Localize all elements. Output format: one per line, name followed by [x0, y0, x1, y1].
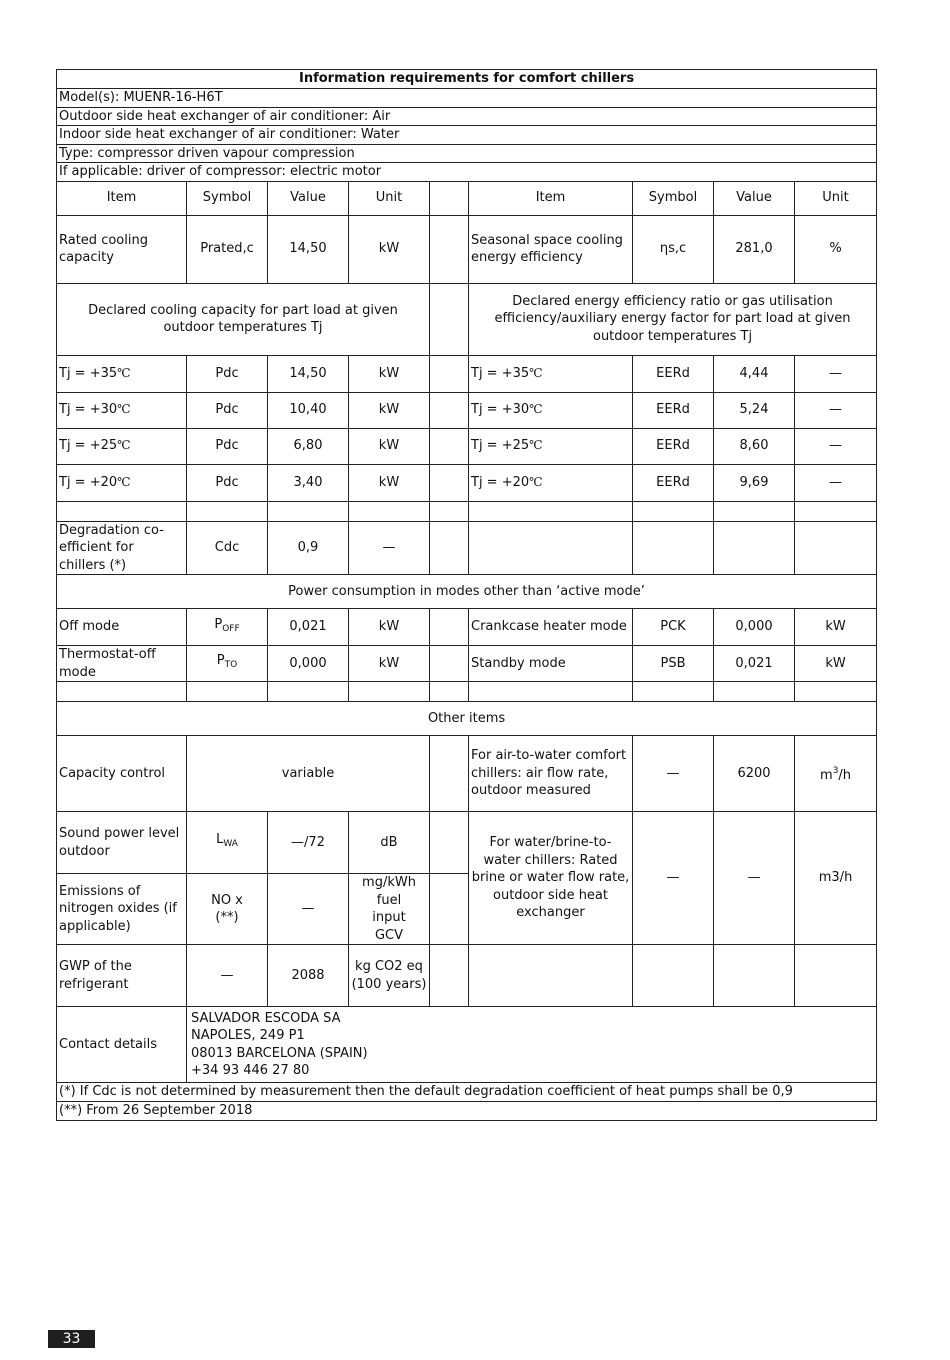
tj-label: Tj = +30℃ — [469, 392, 633, 428]
seasonal-efficiency-value: 281,0 — [714, 215, 795, 283]
seasonal-efficiency-unit: % — [795, 215, 877, 283]
footnote-date: (**) From 26 September 2018 — [57, 1102, 877, 1121]
partload-row — [57, 428, 877, 464]
gwp-item: GWP of the refrigerant — [57, 945, 187, 1007]
tj-label: Tj = +35℃ — [57, 355, 187, 392]
tj-label: Tj = +20℃ — [57, 464, 187, 501]
model-row: Model(s): MUENR-16-H6T — [57, 89, 877, 108]
header-symbol: Symbol — [633, 181, 714, 215]
pdc-value: 3,40 — [268, 464, 349, 501]
emissions-item: Emissions of nitrogen oxides (if applicable) — [57, 874, 187, 945]
thermostat-item: Thermostat-off mode — [57, 646, 187, 682]
water-flow-item: For water/brine-to- water chillers: Rated brine or water flow rate, outdoor side heat exchanger — [469, 812, 633, 945]
air-flow-item: For air-to-water comfort chillers: air flow rate, outdoor measured — [469, 736, 633, 812]
footnote-cdc: (*) If Cdc is not determined by measurement then the default degradation coefficient of heat pumps shall be 0,9 — [57, 1083, 877, 1102]
indoor-hx-row: Indoor side heat exchanger of air conditioner: Water — [57, 126, 877, 145]
eerd-unit: — — [795, 355, 877, 392]
spacer-cell — [430, 646, 469, 682]
capacity-control-row — [57, 736, 877, 812]
spacer-cell — [430, 283, 469, 355]
thermostat-unit: kW — [349, 646, 430, 682]
standby-unit: kW — [795, 646, 877, 682]
spacer-cell — [430, 428, 469, 464]
outdoor-hx-row: Outdoor side heat exchanger of air conditioner: Air — [57, 107, 877, 126]
off-mode-unit: kW — [349, 609, 430, 646]
pdc-unit: kW — [349, 428, 430, 464]
off-mode-symbol: $P_{OFF}$ — [187, 609, 268, 646]
spacer-cell — [430, 355, 469, 392]
thermostat-value: 0,000 — [268, 646, 349, 682]
pdc-value: 6,80 — [268, 428, 349, 464]
eerd-value: 4,44 — [714, 355, 795, 392]
other-items-title: Other items — [57, 702, 877, 736]
sound-unit: dB — [349, 812, 430, 874]
degradation-value: 0,9 — [268, 521, 349, 575]
contact-details — [187, 1007, 877, 1083]
eerd-value: 8,60 — [714, 428, 795, 464]
seasonal-efficiency-symbol: ηs,c — [633, 215, 714, 283]
crankcase-unit: kW — [795, 609, 877, 646]
thermostat-row — [57, 646, 877, 682]
pdc-unit: kW — [349, 392, 430, 428]
eerd-symbol: EERd — [633, 355, 714, 392]
contact-line: NAPOLES, 249 P1 — [191, 1028, 305, 1043]
pdc-value: 14,50 — [268, 355, 349, 392]
gwp-row — [57, 945, 877, 1007]
column-header-row — [57, 181, 877, 215]
emissions-symbol: NO x (**) — [187, 874, 268, 945]
tj-label: Tj = +25℃ — [469, 428, 633, 464]
degradation-symbol: Cdc — [187, 521, 268, 575]
eerd-value: 5,24 — [714, 392, 795, 428]
driver-row: If applicable: driver of compressor: electric motor — [57, 163, 877, 182]
air-flow-symbol: — — [633, 736, 714, 812]
header-item: Item — [469, 181, 633, 215]
partload-eer-title: Declared energy efficiency ratio or gas utilisation efficiency/auxiliary energy factor for part load at given outdoor temperatures Tj — [469, 283, 877, 355]
air-flow-unit: $m^3/h$ — [795, 736, 877, 812]
rated-cooling-value: 14,50 — [268, 215, 349, 283]
header-value: Value — [268, 181, 349, 215]
off-mode-value: 0,021 — [268, 609, 349, 646]
tj-label: Tj = +35℃ — [469, 355, 633, 392]
pdc-symbol: Pdc — [187, 428, 268, 464]
off-mode-row — [57, 609, 877, 646]
seasonal-efficiency-item: Seasonal space cooling energy efficiency — [469, 215, 633, 283]
spacer-cell — [430, 181, 469, 215]
empty-row — [57, 501, 877, 521]
header-unit: Unit — [349, 181, 430, 215]
spacer-cell — [430, 812, 469, 874]
partload-row — [57, 392, 877, 428]
spacer-cell — [430, 392, 469, 428]
emissions-value: — — [268, 874, 349, 945]
pdc-symbol: Pdc — [187, 392, 268, 428]
eerd-unit: — — [795, 428, 877, 464]
rated-row — [57, 215, 877, 283]
emissions-unit: mg/kWh fuel input GCV — [349, 874, 430, 945]
degradation-item: Degradation co-efficient for chillers (*) — [57, 521, 187, 575]
partload-title-row — [57, 283, 877, 355]
header-item: Item — [57, 181, 187, 215]
spacer-cell — [430, 874, 469, 945]
rated-cooling-symbol: Prated,c — [187, 215, 268, 283]
standby-value: 0,021 — [714, 646, 795, 682]
sound-row — [57, 812, 877, 874]
capacity-control-item: Capacity control — [57, 736, 187, 812]
gwp-symbol: — — [187, 945, 268, 1007]
tj-label: Tj = +25℃ — [57, 428, 187, 464]
standby-symbol: PSB — [633, 646, 714, 682]
water-flow-unit: m3/h — [795, 812, 877, 945]
pdc-value: 10,40 — [268, 392, 349, 428]
tj-label: Tj = +30℃ — [57, 392, 187, 428]
eerd-unit: — — [795, 392, 877, 428]
capacity-control-value: variable — [187, 736, 430, 812]
page-number: 33 — [48, 1330, 95, 1348]
eerd-symbol: EERd — [633, 392, 714, 428]
crankcase-symbol: PCK — [633, 609, 714, 646]
off-mode-item: Off mode — [57, 609, 187, 646]
gwp-unit: kg CO2 eq (100 years) — [349, 945, 430, 1007]
contact-line: +34 93 446 27 80 — [191, 1063, 310, 1078]
rated-cooling-unit: kW — [349, 215, 430, 283]
eerd-unit: — — [795, 464, 877, 501]
degradation-unit: — — [349, 521, 430, 575]
header-symbol: Symbol — [187, 181, 268, 215]
header-unit: Unit — [795, 181, 877, 215]
sound-value: —/72 — [268, 812, 349, 874]
contact-label: Contact details — [57, 1007, 187, 1083]
air-flow-value: 6200 — [714, 736, 795, 812]
header-value: Value — [714, 181, 795, 215]
sound-item: Sound power level outdoor — [57, 812, 187, 874]
water-flow-symbol: — — [633, 812, 714, 945]
tj-label: Tj = +20℃ — [469, 464, 633, 501]
partload-row — [57, 464, 877, 501]
empty-row — [57, 682, 877, 702]
eerd-symbol: EERd — [633, 428, 714, 464]
contact-line: SALVADOR ESCODA SA — [191, 1010, 341, 1026]
type-row: Type: compressor driven vapour compression — [57, 144, 877, 163]
crankcase-item: Crankcase heater mode — [469, 609, 633, 646]
spacer-cell — [430, 609, 469, 646]
water-flow-value: — — [714, 812, 795, 945]
chiller-info-table — [56, 69, 877, 1121]
degradation-row — [57, 521, 877, 575]
spacer-cell — [430, 464, 469, 501]
partload-row — [57, 355, 877, 392]
spacer-cell — [430, 736, 469, 812]
rated-cooling-item: Rated cooling capacity — [57, 215, 187, 283]
standby-item: Standby mode — [469, 646, 633, 682]
pdc-unit: kW — [349, 355, 430, 392]
gwp-value: 2088 — [268, 945, 349, 1007]
contact-row — [57, 1007, 877, 1083]
sound-symbol: $L_{WA}$ — [187, 812, 268, 874]
crankcase-value: 0,000 — [714, 609, 795, 646]
thermostat-symbol: $P_{TO}$ — [187, 646, 268, 682]
pdc-symbol: Pdc — [187, 464, 268, 501]
table-title: Information requirements for comfort chillers — [57, 70, 877, 89]
partload-capacity-title: Declared cooling capacity for part load at given outdoor temperatures Tj — [57, 283, 430, 355]
pdc-symbol: Pdc — [187, 355, 268, 392]
contact-line: 08013 BARCELONA (SPAIN) — [191, 1045, 368, 1061]
spacer-cell — [430, 215, 469, 283]
pdc-unit: kW — [349, 464, 430, 501]
eerd-symbol: EERd — [633, 464, 714, 501]
power-consumption-title: Power consumption in modes other than ‘active mode’ — [57, 575, 877, 609]
eerd-value: 9,69 — [714, 464, 795, 501]
